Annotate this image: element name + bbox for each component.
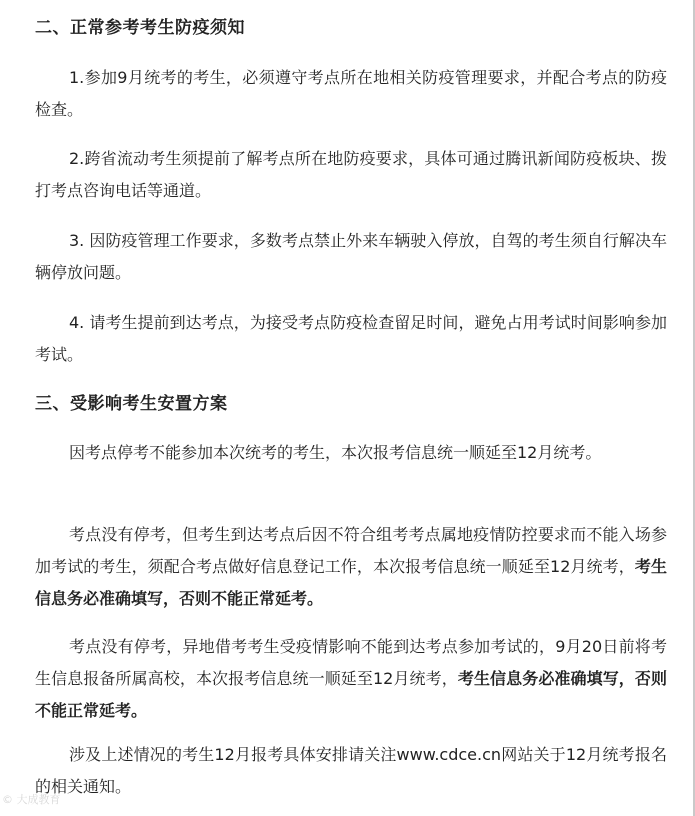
section-3-para-2-bold: 考生信息务必准确填写，否则不能正常延考。 [35,557,667,608]
section-3-para-3-text: 考点没有停考，异地借考考生受疫情影响不能到达考点参加考试的，9月20日前将考生信息报备所属高校，本次报考信息统一顺延至12月统考， [35,637,667,688]
section-2-item-2: 2.跨省流动考生须提前了解考点所在地防疫要求，具体可通过腾讯新闻防疫板块、拨打考点咨询电话等通道。 [35,149,667,200]
section-2-item-1: 1.参加9月统考的考生，必须遵守考点所在地相关防疫管理要求，并配合考点的防疫检查。 [35,68,667,119]
section-2-item-4: 4. 请考生提前到达考点，为接受考点防疫检查留足时间，避免占用考试时间影响参加考试。 [35,313,667,364]
section-3-para-1: 因考点停考不能参加本次统考的考生，本次报考信息统一顺延至12月统考。 [69,443,602,462]
section-3-para-2-text: 考点没有停考，但考生到达考点后因不符合组考考点属地疫情防控要求而不能入场参加考试的考生，须配合考点做好信息登记工作，本次报考信息统一顺延至12月统考， [35,525,667,576]
watermark: © 大成教育 [2,793,61,806]
section-3-para-2 [35,519,667,615]
section-3-para-3-bold: 考生信息务必准确填写，否则不能正常延考。 [35,669,667,720]
section-3-para-3 [35,631,667,727]
section-heading-2: 二、正常参考考生防疫须知 [35,18,245,38]
section-heading-3: 三、受影响考生安置方案 [35,394,228,414]
section-3-para-4: 涉及上述情况的考生12月报考具体安排请关注www.cdce.cn网站关于12月统考报名的相关通知。 [35,745,667,796]
section-2-item-3: 3. 因防疫管理工作要求，多数考点禁止外来车辆驶入停放，自驾的考生须自行解决车辆停放问题。 [35,231,667,282]
